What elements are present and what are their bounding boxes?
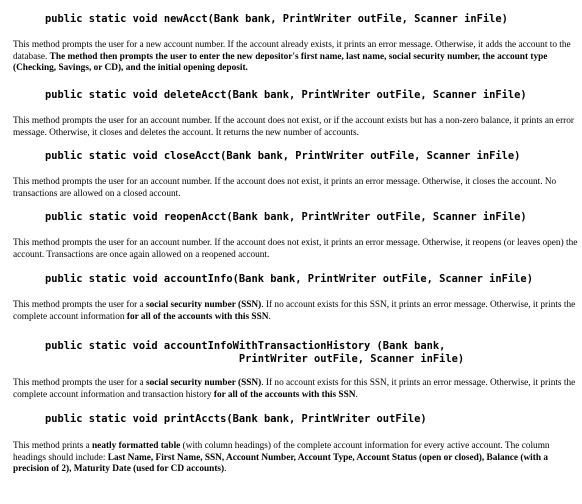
method-description-deleteacct (13, 116, 579, 139)
method-description-closeacct (13, 177, 579, 200)
desc-text: This method prints a (13, 441, 93, 451)
method-signature-accountinfowithtransactionhistory: public static void accountInfoWithTransactionHistory (Bank bank, PrintWriter outFile, Scanner inFile) (45, 340, 465, 365)
method-description-accountinfowithtransactionhistory (13, 378, 579, 401)
desc-text: . If no account exists for this SSN, it prints an error message. Otherwise, it prints the complete account information (13, 300, 576, 322)
desc-text: . (355, 389, 358, 400)
desc-text: . If no account exists for this SSN, it prints an error message. Otherwise, it prints the complete account information and transaction history (13, 378, 576, 400)
method-signature-closeacct: public static void closeAcct(Bank bank, PrintWriter outFile, Scanner inFile) (45, 150, 521, 162)
desc-text: This method prompts the user for a new account number. If the account already exists, it prints an error message. Otherwise, it adds the account to the database. (13, 40, 571, 62)
method-signature-newacct: public static void newAcct(Bank bank, PrintWriter outFile, Scanner inFile) (45, 13, 508, 25)
desc-bold-text: The method then prompts the user to enter the new depositor's first name, last name, social security number, the account type (Checking, Savings, or CD), and the initial opening deposit. (13, 51, 548, 73)
method-signature-deleteacct: public static void deleteAcct(Bank bank, PrintWriter outFile, Scanner inFile) (45, 89, 527, 101)
method-signature-printaccts: public static void printAccts(Bank bank, PrintWriter outFile) (45, 413, 427, 425)
desc-text: This method prompts the user for an account number. If the account does not exist, it prints an error message. Otherwise, it closes the account. No transactions are allowed on a closed account. (13, 177, 557, 199)
desc-bold-text: neatly formatted table (92, 441, 181, 451)
method-description-printaccts (13, 441, 579, 476)
method-description-accountinfo (13, 300, 579, 323)
desc-text: This method prompts the user for an account number. If the account does not exist, or if the account exists but has a non-zero balance, it prints an error message. Otherwise, it closes and deletes the account. It returns the new number of accounts. (13, 116, 574, 138)
desc-text: . (224, 464, 227, 474)
method-signature-accountinfo: public static void accountInfo(Bank bank, PrintWriter outFile, Scanner inFile) (45, 273, 533, 285)
desc-bold-text: social security number (SSN) (145, 378, 262, 388)
desc-text: This method prompts the user for a (13, 378, 146, 388)
desc-text: (with column headings) of the complete account information for every active account. The column headings should include: (13, 441, 550, 463)
method-signature-reopenacct: public static void reopenAcct(Bank bank, PrintWriter outFile, Scanner inFile) (45, 211, 527, 223)
method-description-newacct (13, 40, 579, 75)
method-description-reopenacct (13, 238, 579, 261)
desc-bold-text: Last Name, First Name, SSN, Account Number, Account Type, Account Status (open or closed), Balance (with a precision of 2), Maturity Date (used for CD accounts) (13, 452, 548, 474)
desc-text: This method prompts the user for a (13, 300, 146, 310)
desc-text: . (268, 311, 271, 322)
desc-bold-text: for all of the accounts with this SSN (213, 389, 356, 400)
desc-text: This method prompts the user for an account number. If the account does not exist, it prints an error message. Otherwise, it reopens (or leaves open) the account. Transactions are once again allowed on a reopened account. (13, 238, 578, 260)
desc-bold-text: social security number (SSN) (145, 300, 262, 310)
desc-bold-text: for all of the accounts with this SSN (126, 311, 269, 322)
